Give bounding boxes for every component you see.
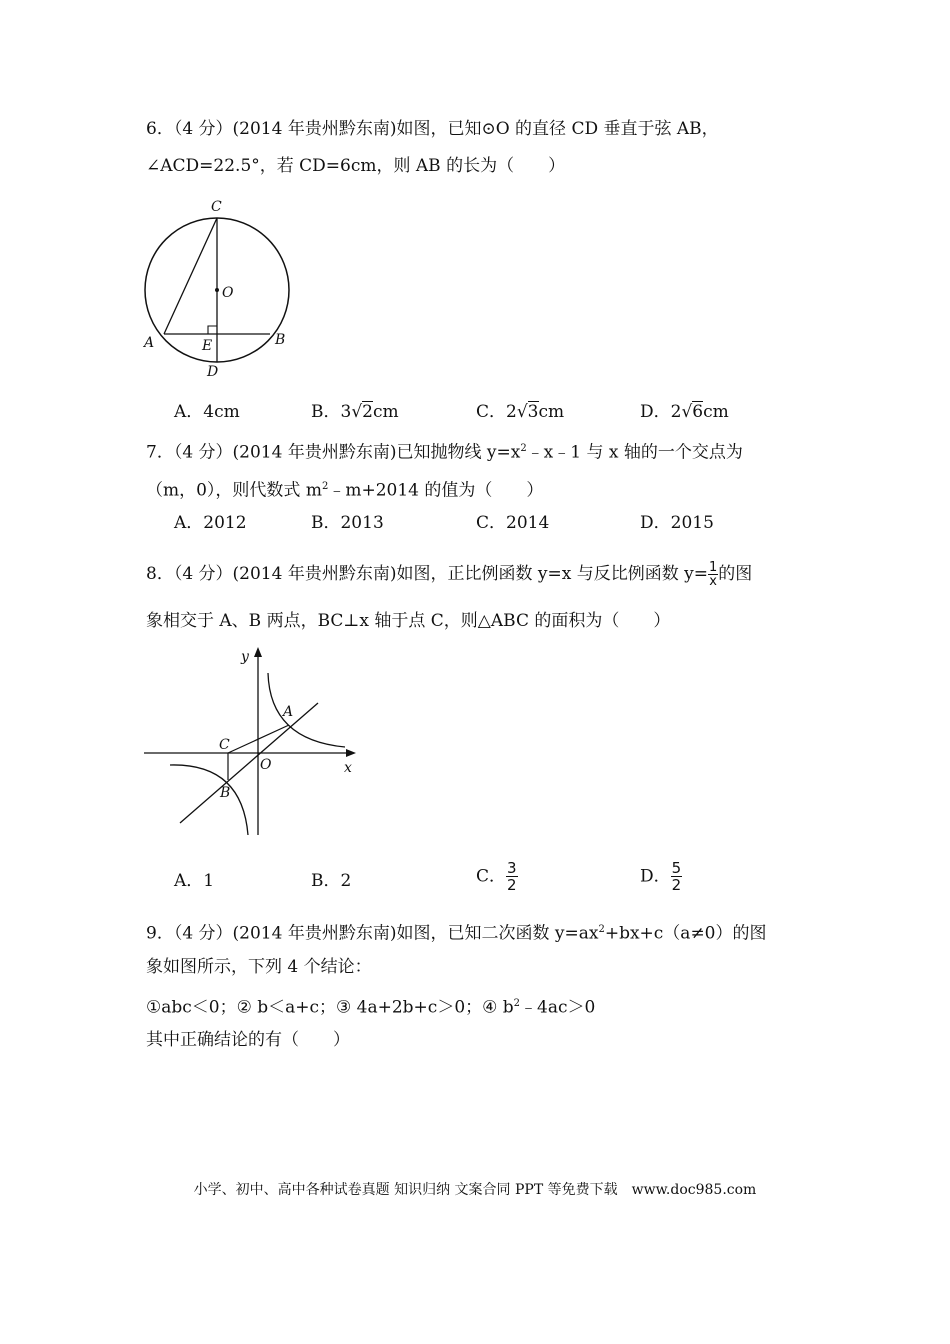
q9-conclusions: ①abc＜0；② b＜a+c；③ 4a+2b+c＞0；④ $b^2﹣4ac>0$ xyxy=(146,997,596,1018)
q8-stem-line2: 象相交于 A、B 两点，BC⊥x 轴于点 C，则△ABC 的面积为（ ） xyxy=(146,611,671,631)
q9-question: 其中正确结论的有（ ） xyxy=(146,1030,350,1050)
q9-stem-line1: 9．（4 分）(2014 年贵州黔东南)如图，已知二次函数 $y=ax^2+bx+c(a\ne 0)$的图 xyxy=(146,923,767,944)
q8-option-d: D． $\frac{5}{2}$ xyxy=(640,859,682,894)
q9-stem-line2: 象如图所示，下列 4 个结论： xyxy=(146,957,372,977)
label-b: B xyxy=(275,332,286,348)
q8-stem-line1: 8．（4 分）(2014 年贵州黔东南)如图，正比例函数 y=x 与反比例函数 y= $\frac{1}{x}$ 的图 xyxy=(146,560,753,589)
label-y: y xyxy=(241,649,249,665)
label-c: C xyxy=(219,737,230,753)
label-x: x xyxy=(344,760,352,776)
q8-option-c: C． $\frac{3}{2}$ xyxy=(476,859,517,894)
q6-option-d: D．2√6cm xyxy=(640,402,729,422)
q7-stem-line1: 7．（4 分）(2014 年贵州黔东南)已知抛物线 $y=x^2﹣x﹣1$ 与 x 轴的一个交点为 xyxy=(146,442,743,463)
q7-option-d: D．2015 xyxy=(640,513,714,533)
line-y-equals-x xyxy=(180,703,318,823)
label-b: B xyxy=(220,785,231,801)
y-axis-arrow xyxy=(254,647,262,657)
right-angle-mark xyxy=(208,326,217,334)
q6-circle-figure xyxy=(136,195,306,385)
q7-option-a: A．2012 xyxy=(174,513,247,533)
center-point xyxy=(215,288,219,292)
q8-graph-figure xyxy=(140,645,365,840)
label-a: A xyxy=(283,704,294,720)
footer-text: 小学、初中、高中各种试卷真题 知识归纳 文案合同 PPT 等免费下载 www.doc985.com xyxy=(193,1182,757,1198)
fraction-1-over-x: $\frac{1}{x}$ xyxy=(708,560,718,589)
segment-ac xyxy=(164,218,217,334)
q6-stem-line1: 6．（4 分）(2014 年贵州黔东南)如图，已知⊙O 的直径 CD 垂直于弦 AB， xyxy=(146,119,719,139)
label-o: O xyxy=(260,757,272,773)
q6-option-c: C．2√3cm xyxy=(476,402,565,422)
q8-option-b: B．2 xyxy=(311,871,352,891)
label-e: E xyxy=(202,338,213,354)
label-d: D xyxy=(207,364,219,380)
q6-option-b: B．3√2cm xyxy=(311,402,399,422)
label-o: O xyxy=(222,285,234,301)
q6-stem-line2: ∠ACD=22.5°，若 CD=6cm，则 AB 的长为（ ） xyxy=(146,156,566,176)
q7-stem-line2: （m，0），则代数式 $m^2﹣m+2014$ 的值为（ ） xyxy=(146,480,544,501)
q7-option-c: C．2014 xyxy=(476,513,550,533)
q8-option-a: A．1 xyxy=(174,871,215,891)
hyperbola-branch-2 xyxy=(170,765,248,835)
q6-option-a: A．4cm xyxy=(174,402,240,422)
label-a: A xyxy=(144,335,155,351)
label-c: C xyxy=(211,199,222,215)
q7-option-b: B．2013 xyxy=(311,513,384,533)
x-axis-arrow xyxy=(346,749,356,757)
